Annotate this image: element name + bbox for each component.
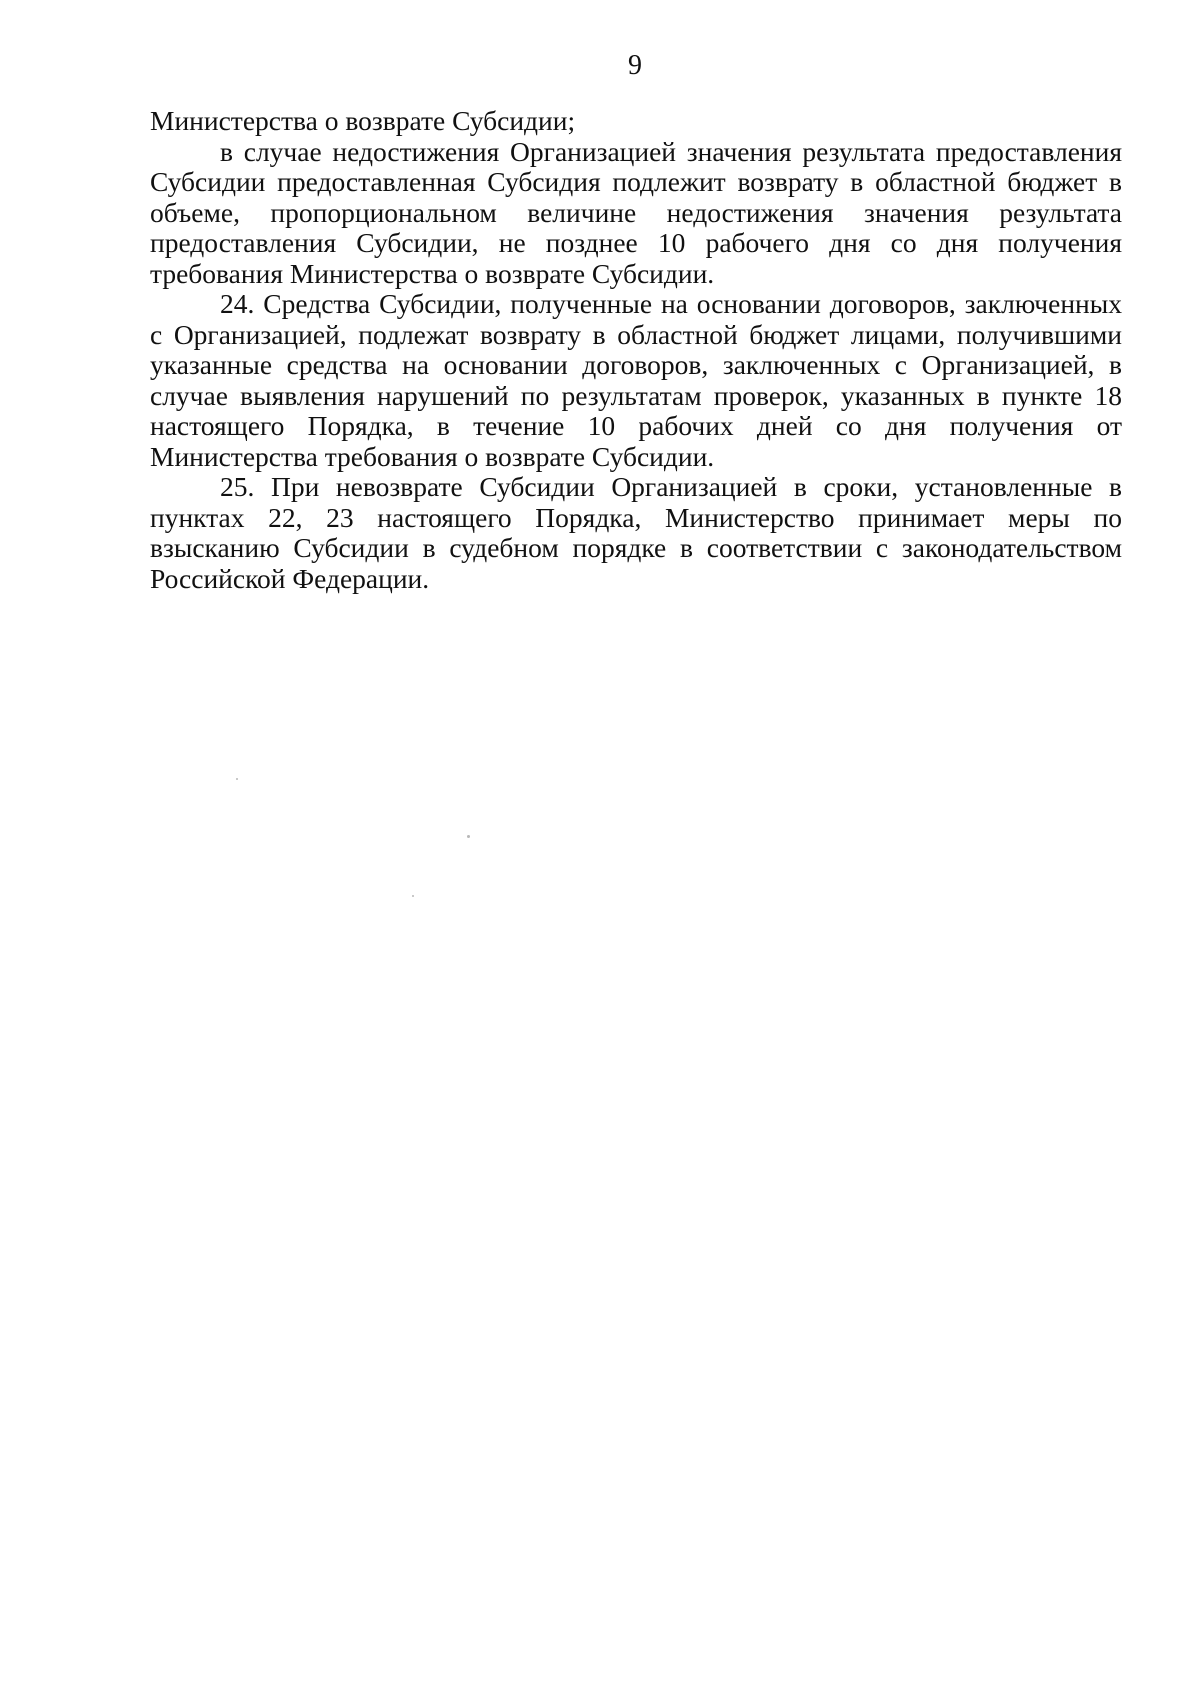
paragraph-25: 25. При невозврате Субсидии Организацией в сроки, установленные в пунктах 22, 23 настоящего Порядка, Министерство принимает меры по взысканию Субсидии в судебном порядке в соответствии с законодательством Российской Федерации.	[150, 471, 1122, 594]
document-body	[150, 106, 1122, 594]
page-number: 9	[628, 50, 642, 81]
paragraph-continuation: Министерства о возврате Субсидии;	[150, 105, 576, 136]
scan-speck	[236, 778, 238, 780]
paragraph-24: 24. Средства Субсидии, полученные на основании договоров, заключенных с Организацией, подлежат возврату в областной бюджет лицами, получившими указанные средства на основании договоров, заключенных с Организацией, в случае выявления нарушений по результатам проверок, указанных в пункте 18 настоящего Порядка, в течение 10 рабочих дней со дня получения от Министерства требования о возврате Субсидии.	[150, 288, 1122, 472]
scan-speck	[412, 895, 414, 897]
paragraph-underachievement-refund: в случае недостижения Организацией значения результата предоставления Субсидии предоставленная Субсидия подлежит возврату в областной бюджет в объеме, пропорциональном величине недостижения значения результата предоставления Субсидии, не позднее 10 рабочего дня со дня получения требования Министерства о возврате Субсидии.	[150, 135, 1122, 289]
scan-speck	[467, 835, 470, 838]
